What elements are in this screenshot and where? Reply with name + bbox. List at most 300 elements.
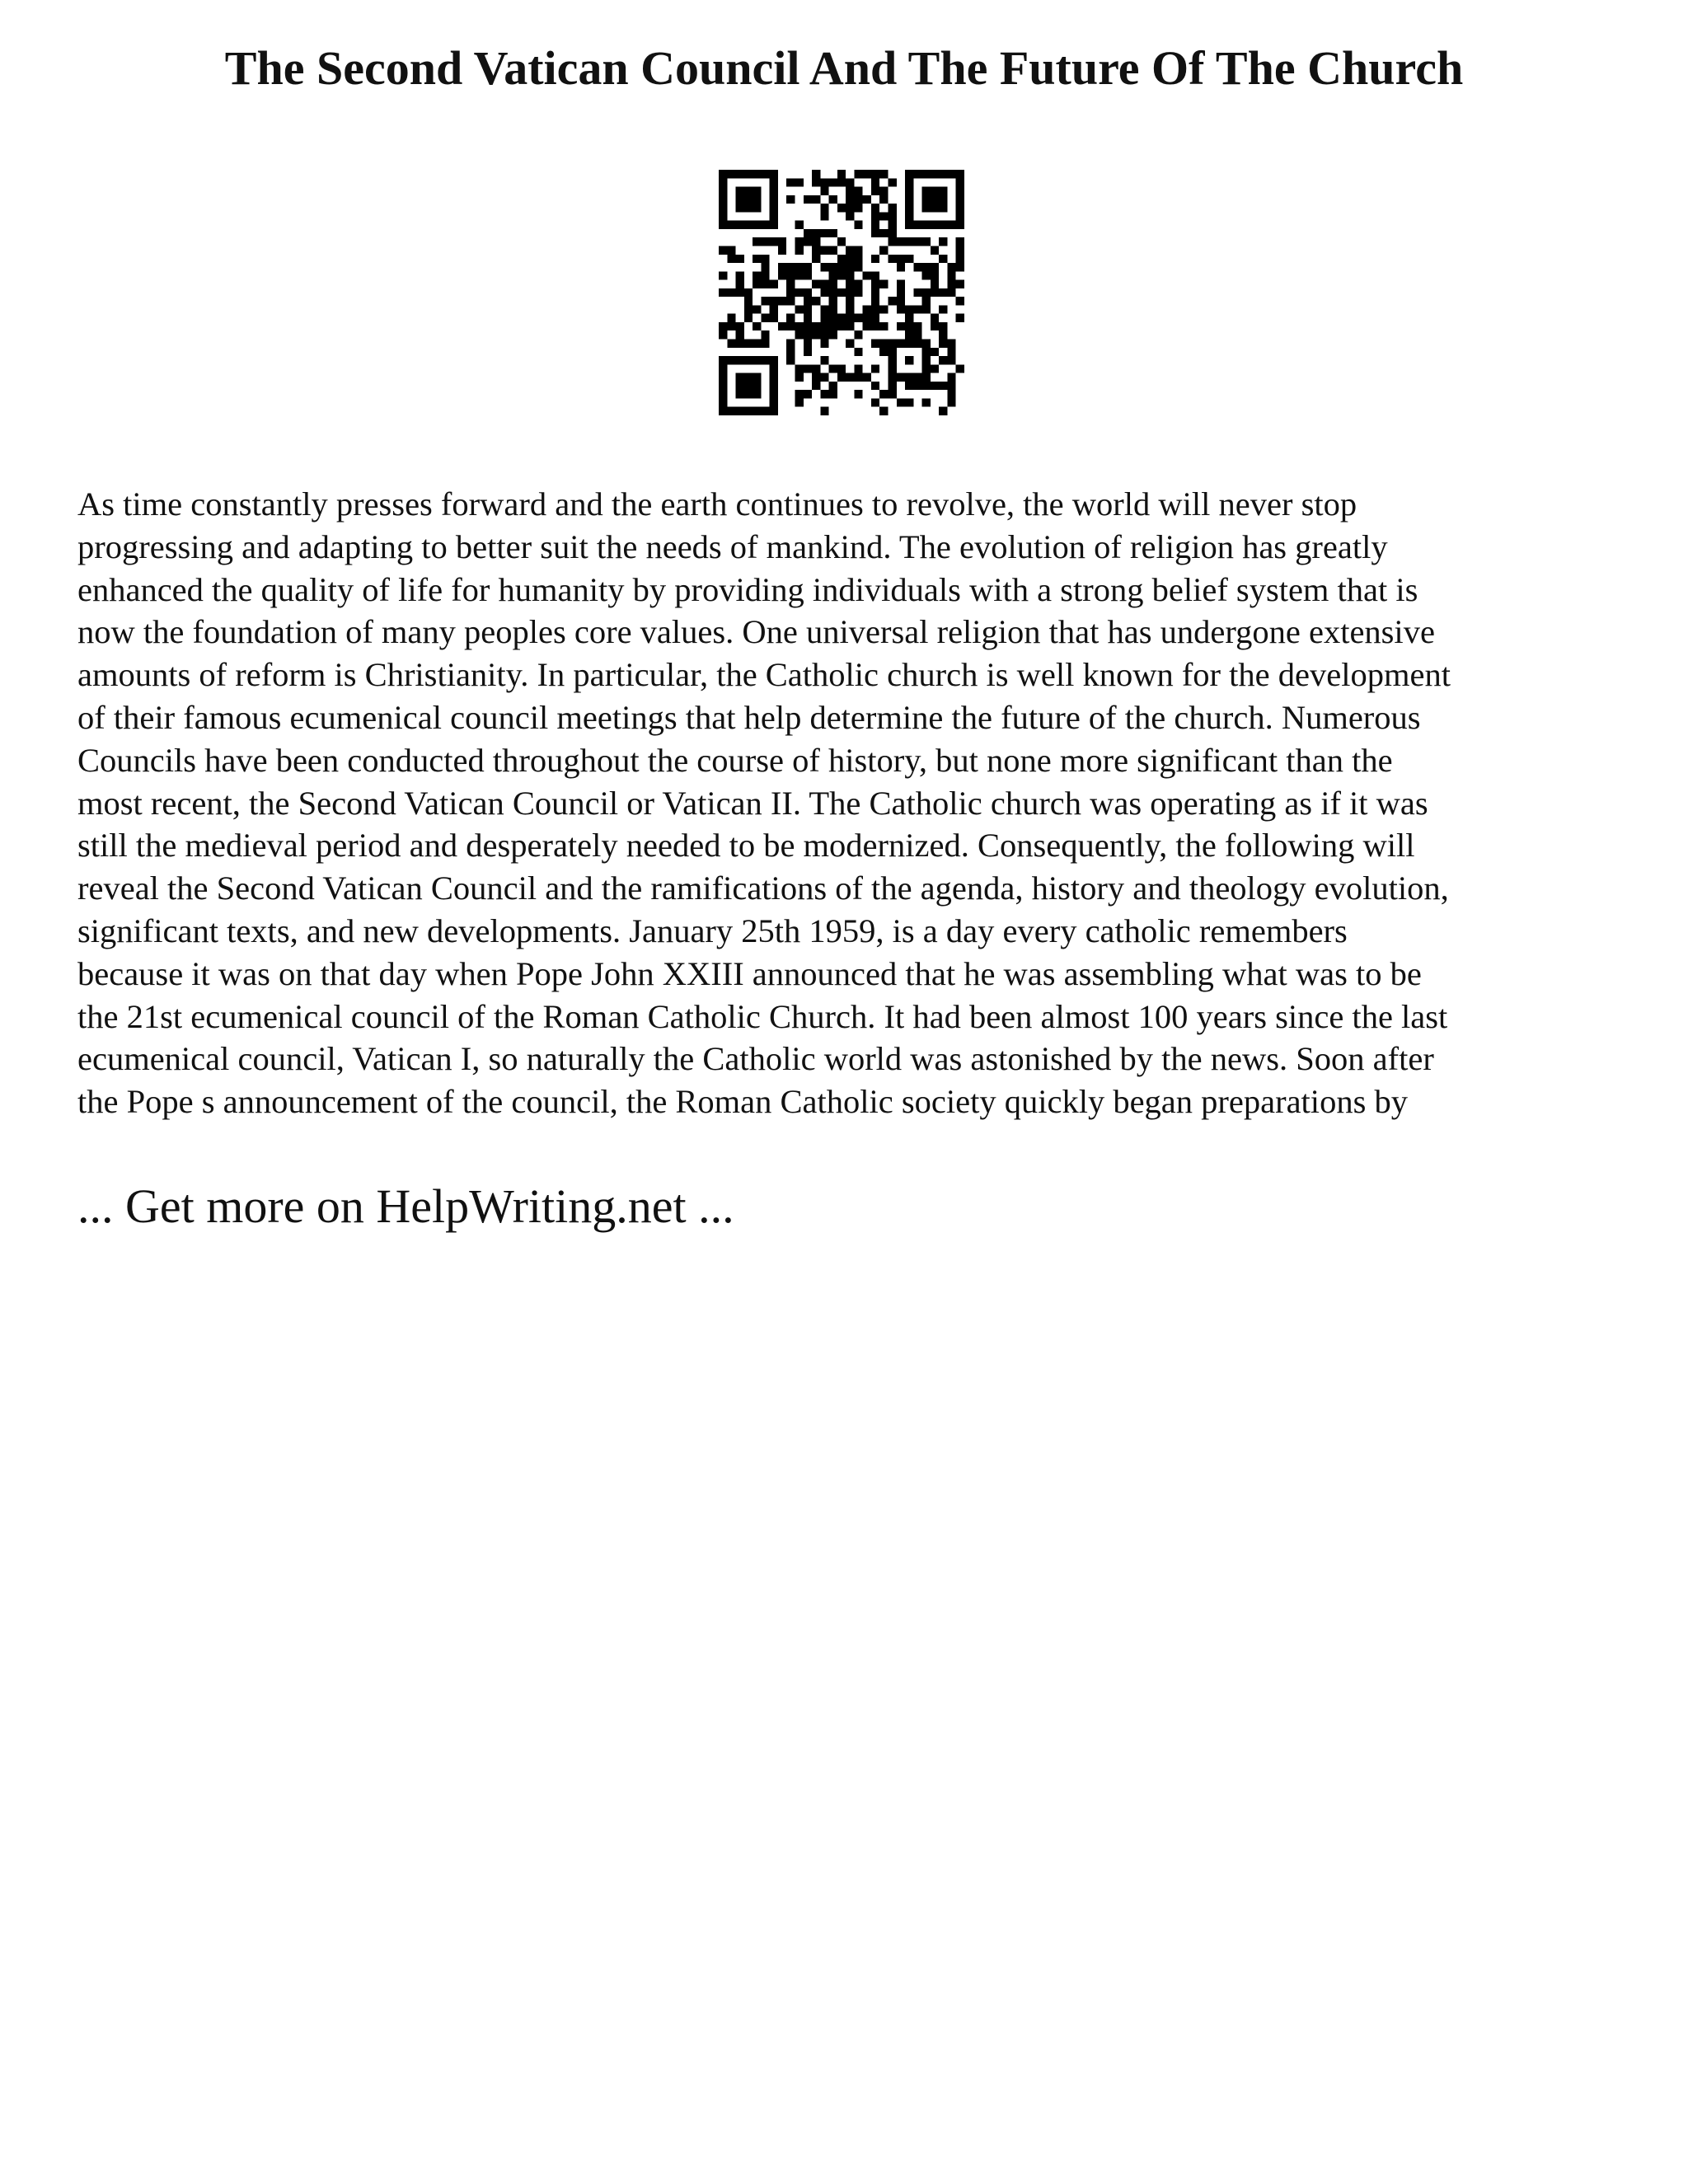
qr-module bbox=[922, 382, 931, 390]
qr-module bbox=[871, 280, 879, 288]
qr-module bbox=[719, 364, 727, 373]
essay-line: enhanced the quality of life for humanity by providing individuals with a strong belief system that is bbox=[77, 570, 1418, 608]
qr-module bbox=[956, 364, 964, 373]
qr-module bbox=[744, 314, 753, 322]
qr-module bbox=[736, 271, 744, 279]
qr-module bbox=[905, 398, 913, 406]
qr-module bbox=[939, 288, 947, 297]
essay-line: still the medieval period and desperately needed to be modernized. Consequently, the following will bbox=[77, 827, 1415, 865]
qr-module bbox=[846, 305, 854, 313]
qr-module bbox=[939, 221, 947, 229]
essay-line: As time constantly presses forward and the earth continues to revolve, the world will never stop bbox=[77, 485, 1357, 523]
qr-module bbox=[879, 187, 888, 195]
qr-module bbox=[871, 271, 879, 279]
qr-module bbox=[871, 288, 879, 297]
qr-module bbox=[871, 340, 879, 348]
qr-module bbox=[905, 170, 913, 178]
qr-module bbox=[889, 382, 897, 390]
qr-module bbox=[719, 170, 727, 178]
qr-module bbox=[829, 390, 837, 398]
qr-module bbox=[939, 407, 947, 415]
qr-module bbox=[744, 382, 753, 390]
qr-module bbox=[871, 382, 879, 390]
qr-module bbox=[931, 288, 939, 297]
qr-module bbox=[761, 263, 769, 271]
qr-module bbox=[931, 221, 939, 229]
essay-line: of their famous ecumenical council meetings that help determine the future of the church. Numerous bbox=[77, 698, 1421, 736]
qr-module bbox=[922, 288, 931, 297]
qr-module bbox=[897, 398, 905, 406]
qr-module bbox=[761, 170, 769, 178]
qr-module bbox=[744, 305, 753, 313]
qr-module bbox=[829, 271, 837, 279]
qr-module bbox=[761, 255, 769, 263]
qr-module bbox=[879, 229, 888, 237]
qr-module bbox=[795, 271, 803, 279]
qr-module bbox=[753, 255, 761, 263]
qr-module bbox=[820, 204, 828, 212]
qr-module bbox=[897, 288, 905, 297]
qr-module bbox=[727, 407, 735, 415]
qr-module bbox=[846, 212, 854, 220]
qr-module bbox=[905, 195, 913, 204]
qr-module bbox=[905, 178, 913, 186]
qr-module bbox=[736, 382, 744, 390]
qr-module bbox=[947, 356, 955, 364]
qr-module bbox=[770, 390, 778, 398]
qr-module bbox=[922, 204, 931, 212]
qr-module bbox=[795, 237, 803, 246]
qr-module bbox=[770, 382, 778, 390]
get-more-link[interactable]: ... Get more on HelpWriting.net ... bbox=[77, 1179, 734, 1233]
qr-module bbox=[871, 187, 879, 195]
qr-module bbox=[931, 348, 939, 356]
qr-module bbox=[863, 314, 871, 322]
qr-module bbox=[922, 237, 931, 246]
qr-module bbox=[922, 170, 931, 178]
qr-module bbox=[947, 398, 955, 406]
qr-module bbox=[947, 288, 955, 297]
qr-module bbox=[939, 322, 947, 330]
qr-module bbox=[719, 373, 727, 382]
qr-module bbox=[804, 322, 812, 330]
qr-code-graphic bbox=[719, 170, 964, 415]
qr-module bbox=[889, 212, 897, 220]
qr-module bbox=[761, 297, 769, 305]
qr-module bbox=[812, 170, 820, 178]
qr-module bbox=[939, 382, 947, 390]
qr-module bbox=[736, 340, 744, 348]
essay-line: reveal the Second Vatican Council and the ramifications of the agenda, history and theology evolution, bbox=[77, 869, 1449, 907]
qr-module bbox=[931, 382, 939, 390]
qr-module bbox=[846, 271, 854, 279]
qr-module bbox=[770, 356, 778, 364]
qr-module bbox=[770, 212, 778, 220]
qr-module bbox=[744, 204, 753, 212]
qr-module bbox=[786, 263, 795, 271]
essay-line: significant texts, and new developments. January 25th 1959, is a day every catholic remembers bbox=[77, 912, 1348, 949]
qr-module bbox=[795, 305, 803, 313]
qr-module bbox=[879, 195, 888, 204]
qr-module bbox=[804, 288, 812, 297]
essay-line: Councils have been conducted throughout the course of history, but none more significant than the bbox=[77, 741, 1393, 779]
essay-line: now the foundation of many peoples core values. One universal religion that has undergone extensive bbox=[77, 613, 1435, 651]
qr-module bbox=[889, 390, 897, 398]
qr-module bbox=[770, 398, 778, 406]
qr-module bbox=[889, 340, 897, 348]
qr-module bbox=[804, 305, 812, 313]
qr-module bbox=[736, 356, 744, 364]
qr-module bbox=[897, 237, 905, 246]
qr-module bbox=[812, 246, 820, 254]
essay-line: most recent, the Second Vatican Council or Vatican II. The Catholic church was operating as if it was bbox=[77, 784, 1428, 822]
qr-module bbox=[837, 263, 846, 271]
qr-module bbox=[786, 195, 795, 204]
qr-module bbox=[804, 364, 812, 373]
qr-module bbox=[736, 204, 744, 212]
qr-module bbox=[939, 255, 947, 263]
qr-module bbox=[786, 348, 795, 356]
qr-module bbox=[905, 255, 913, 263]
qr-module bbox=[778, 263, 786, 271]
qr-module bbox=[854, 373, 862, 382]
qr-module bbox=[854, 221, 862, 229]
qr-module bbox=[829, 280, 837, 288]
qr-module bbox=[770, 305, 778, 313]
qr-module bbox=[820, 407, 828, 415]
qr-module bbox=[786, 322, 795, 330]
qr-module bbox=[812, 255, 820, 263]
qr-module bbox=[939, 170, 947, 178]
qr-module bbox=[897, 280, 905, 288]
qr-module bbox=[871, 204, 879, 212]
qr-module bbox=[719, 221, 727, 229]
qr-module bbox=[829, 364, 837, 373]
qr-module bbox=[753, 322, 761, 330]
qr-module bbox=[846, 314, 854, 322]
qr-module bbox=[922, 195, 931, 204]
essay-line: the 21st ecumenical council of the Roman Catholic Church. It had been almost 100 years since the last bbox=[77, 997, 1448, 1035]
qr-module bbox=[947, 280, 955, 288]
qr-code-icon[interactable] bbox=[719, 170, 964, 415]
essay-line: the Pope s announcement of the council, the Roman Catholic society quickly began preparations by bbox=[77, 1083, 1408, 1121]
qr-module bbox=[871, 221, 879, 229]
qr-module bbox=[913, 288, 921, 297]
qr-module bbox=[812, 322, 820, 330]
qr-module bbox=[820, 356, 828, 364]
qr-module bbox=[931, 263, 939, 271]
qr-module bbox=[812, 330, 820, 339]
qr-module bbox=[795, 178, 803, 186]
qr-module bbox=[727, 255, 735, 263]
qr-module bbox=[871, 398, 879, 406]
qr-module bbox=[939, 204, 947, 212]
qr-module bbox=[931, 364, 939, 373]
qr-module bbox=[871, 314, 879, 322]
qr-module bbox=[889, 348, 897, 356]
qr-module bbox=[761, 330, 769, 339]
qr-module bbox=[761, 237, 769, 246]
qr-module bbox=[905, 330, 913, 339]
qr-module bbox=[761, 221, 769, 229]
qr-module bbox=[761, 280, 769, 288]
qr-module bbox=[939, 340, 947, 348]
qr-module bbox=[761, 407, 769, 415]
qr-module bbox=[727, 322, 735, 330]
qr-module bbox=[727, 221, 735, 229]
qr-module bbox=[837, 204, 846, 212]
qr-module bbox=[770, 178, 778, 186]
qr-module bbox=[812, 382, 820, 390]
qr-module bbox=[863, 322, 871, 330]
essay-excerpt bbox=[77, 483, 1620, 1123]
qr-module bbox=[913, 382, 921, 390]
qr-module bbox=[753, 407, 761, 415]
qr-module bbox=[804, 390, 812, 398]
qr-module bbox=[829, 330, 837, 339]
qr-module bbox=[956, 204, 964, 212]
qr-module bbox=[719, 407, 727, 415]
qr-module bbox=[736, 170, 744, 178]
qr-module bbox=[879, 340, 888, 348]
qr-module bbox=[913, 373, 921, 382]
qr-module bbox=[812, 373, 820, 382]
qr-module bbox=[922, 271, 931, 279]
qr-module bbox=[727, 246, 735, 254]
qr-module bbox=[804, 348, 812, 356]
qr-module bbox=[956, 170, 964, 178]
qr-module bbox=[770, 314, 778, 322]
qr-module bbox=[956, 195, 964, 204]
qr-module bbox=[736, 280, 744, 288]
qr-module bbox=[753, 271, 761, 279]
qr-module bbox=[956, 246, 964, 254]
qr-module bbox=[905, 305, 913, 313]
qr-module bbox=[846, 322, 854, 330]
qr-module bbox=[744, 288, 753, 297]
qr-module bbox=[854, 314, 862, 322]
qr-module bbox=[829, 322, 837, 330]
qr-module bbox=[889, 178, 897, 186]
qr-module bbox=[812, 297, 820, 305]
qr-module bbox=[871, 229, 879, 237]
qr-module bbox=[804, 237, 812, 246]
qr-module bbox=[744, 390, 753, 398]
qr-module bbox=[804, 271, 812, 279]
qr-module bbox=[761, 271, 769, 279]
qr-module bbox=[854, 390, 862, 398]
qr-module bbox=[931, 170, 939, 178]
qr-module bbox=[922, 221, 931, 229]
qr-module bbox=[863, 305, 871, 313]
qr-module bbox=[804, 195, 812, 204]
qr-module bbox=[931, 280, 939, 288]
qr-module bbox=[820, 280, 828, 288]
qr-module bbox=[795, 364, 803, 373]
qr-module bbox=[727, 340, 735, 348]
qr-module bbox=[863, 170, 871, 178]
qr-module bbox=[846, 280, 854, 288]
qr-module bbox=[820, 212, 828, 220]
qr-module bbox=[744, 187, 753, 195]
qr-module bbox=[905, 356, 913, 364]
qr-module bbox=[719, 212, 727, 220]
qr-module bbox=[922, 398, 931, 406]
qr-module bbox=[879, 322, 888, 330]
qr-module bbox=[753, 187, 761, 195]
qr-module bbox=[854, 330, 862, 339]
qr-module bbox=[753, 340, 761, 348]
qr-module bbox=[905, 382, 913, 390]
qr-module bbox=[871, 178, 879, 186]
qr-module bbox=[786, 356, 795, 364]
qr-module bbox=[786, 340, 795, 348]
qr-module bbox=[829, 288, 837, 297]
qr-module bbox=[719, 288, 727, 297]
qr-module bbox=[939, 330, 947, 339]
qr-module bbox=[727, 288, 735, 297]
qr-module bbox=[956, 187, 964, 195]
qr-module bbox=[820, 178, 828, 186]
qr-module bbox=[744, 170, 753, 178]
qr-module bbox=[829, 246, 837, 254]
qr-module bbox=[837, 373, 846, 382]
qr-module bbox=[871, 170, 879, 178]
qr-module bbox=[931, 314, 939, 322]
qr-module bbox=[905, 204, 913, 212]
essay-line: progressing and adapting to better suit the needs of mankind. The evolution of religion has greatly bbox=[77, 527, 1388, 565]
qr-module bbox=[871, 297, 879, 305]
qr-module bbox=[786, 178, 795, 186]
qr-module bbox=[897, 373, 905, 382]
qr-module bbox=[837, 364, 846, 373]
qr-module bbox=[770, 237, 778, 246]
qr-module bbox=[889, 297, 897, 305]
qr-module bbox=[913, 340, 921, 348]
qr-module bbox=[744, 373, 753, 382]
qr-module bbox=[956, 212, 964, 220]
qr-module bbox=[871, 305, 879, 313]
qr-module bbox=[820, 314, 828, 322]
qr-module bbox=[786, 271, 795, 279]
essay-line: ecumenical council, Vatican I, so naturally the Catholic world was astonished by the news. Soon after bbox=[77, 1040, 1434, 1078]
qr-module bbox=[947, 221, 955, 229]
qr-module bbox=[854, 280, 862, 288]
qr-module bbox=[854, 246, 862, 254]
qr-module bbox=[770, 221, 778, 229]
qr-module bbox=[956, 255, 964, 263]
essay-line: amounts of reform is Christianity. In particular, the Catholic church is well known for the development bbox=[77, 656, 1451, 694]
qr-module bbox=[871, 364, 879, 373]
qr-module bbox=[947, 170, 955, 178]
qr-module bbox=[820, 373, 828, 382]
qr-module bbox=[897, 255, 905, 263]
qr-module bbox=[719, 330, 727, 339]
qr-module bbox=[846, 246, 854, 254]
qr-module bbox=[889, 356, 897, 364]
qr-module bbox=[829, 178, 837, 186]
qr-module bbox=[770, 297, 778, 305]
qr-module bbox=[778, 237, 786, 246]
qr-module bbox=[854, 288, 862, 297]
qr-module bbox=[829, 297, 837, 305]
qr-module bbox=[795, 221, 803, 229]
qr-module bbox=[719, 322, 727, 330]
qr-module bbox=[956, 263, 964, 271]
qr-module bbox=[879, 305, 888, 313]
qr-module bbox=[879, 280, 888, 288]
qr-module bbox=[922, 348, 931, 356]
qr-module bbox=[812, 280, 820, 288]
qr-module bbox=[753, 382, 761, 390]
qr-module bbox=[719, 271, 727, 279]
qr-module bbox=[913, 263, 921, 271]
qr-module bbox=[719, 204, 727, 212]
qr-module bbox=[820, 340, 828, 348]
qr-module bbox=[812, 229, 820, 237]
qr-module bbox=[846, 340, 854, 348]
qr-module bbox=[889, 364, 897, 373]
qr-module bbox=[753, 305, 761, 313]
qr-module bbox=[736, 288, 744, 297]
qr-module bbox=[947, 271, 955, 279]
qr-module bbox=[879, 212, 888, 220]
qr-module bbox=[922, 297, 931, 305]
qr-module bbox=[786, 288, 795, 297]
qr-module bbox=[889, 373, 897, 382]
qr-module bbox=[761, 314, 769, 322]
qr-module bbox=[804, 297, 812, 305]
qr-module bbox=[719, 246, 727, 254]
qr-module bbox=[956, 297, 964, 305]
qr-module bbox=[753, 195, 761, 204]
qr-module bbox=[846, 204, 854, 212]
qr-module bbox=[727, 314, 735, 322]
qr-module bbox=[905, 340, 913, 348]
qr-module bbox=[753, 390, 761, 398]
qr-module bbox=[829, 263, 837, 271]
qr-module bbox=[786, 297, 795, 305]
qr-module bbox=[897, 305, 905, 313]
qr-module bbox=[889, 237, 897, 246]
qr-module bbox=[913, 237, 921, 246]
qr-module bbox=[744, 356, 753, 364]
qr-module bbox=[837, 314, 846, 322]
qr-module bbox=[854, 170, 862, 178]
qr-module bbox=[947, 390, 955, 398]
qr-module bbox=[837, 271, 846, 279]
qr-module bbox=[736, 322, 744, 330]
qr-module bbox=[829, 195, 837, 204]
qr-module bbox=[889, 229, 897, 237]
qr-module bbox=[922, 305, 931, 313]
qr-module bbox=[956, 221, 964, 229]
qr-module bbox=[719, 187, 727, 195]
qr-module bbox=[913, 170, 921, 178]
qr-module bbox=[744, 340, 753, 348]
qr-module bbox=[931, 195, 939, 204]
qr-module bbox=[846, 195, 854, 204]
qr-module bbox=[931, 271, 939, 279]
qr-module bbox=[770, 407, 778, 415]
qr-module bbox=[846, 288, 854, 297]
qr-module bbox=[922, 364, 931, 373]
qr-module bbox=[871, 322, 879, 330]
qr-module bbox=[913, 305, 921, 313]
qr-module bbox=[812, 364, 820, 373]
qr-module bbox=[837, 170, 846, 178]
qr-module bbox=[854, 263, 862, 271]
